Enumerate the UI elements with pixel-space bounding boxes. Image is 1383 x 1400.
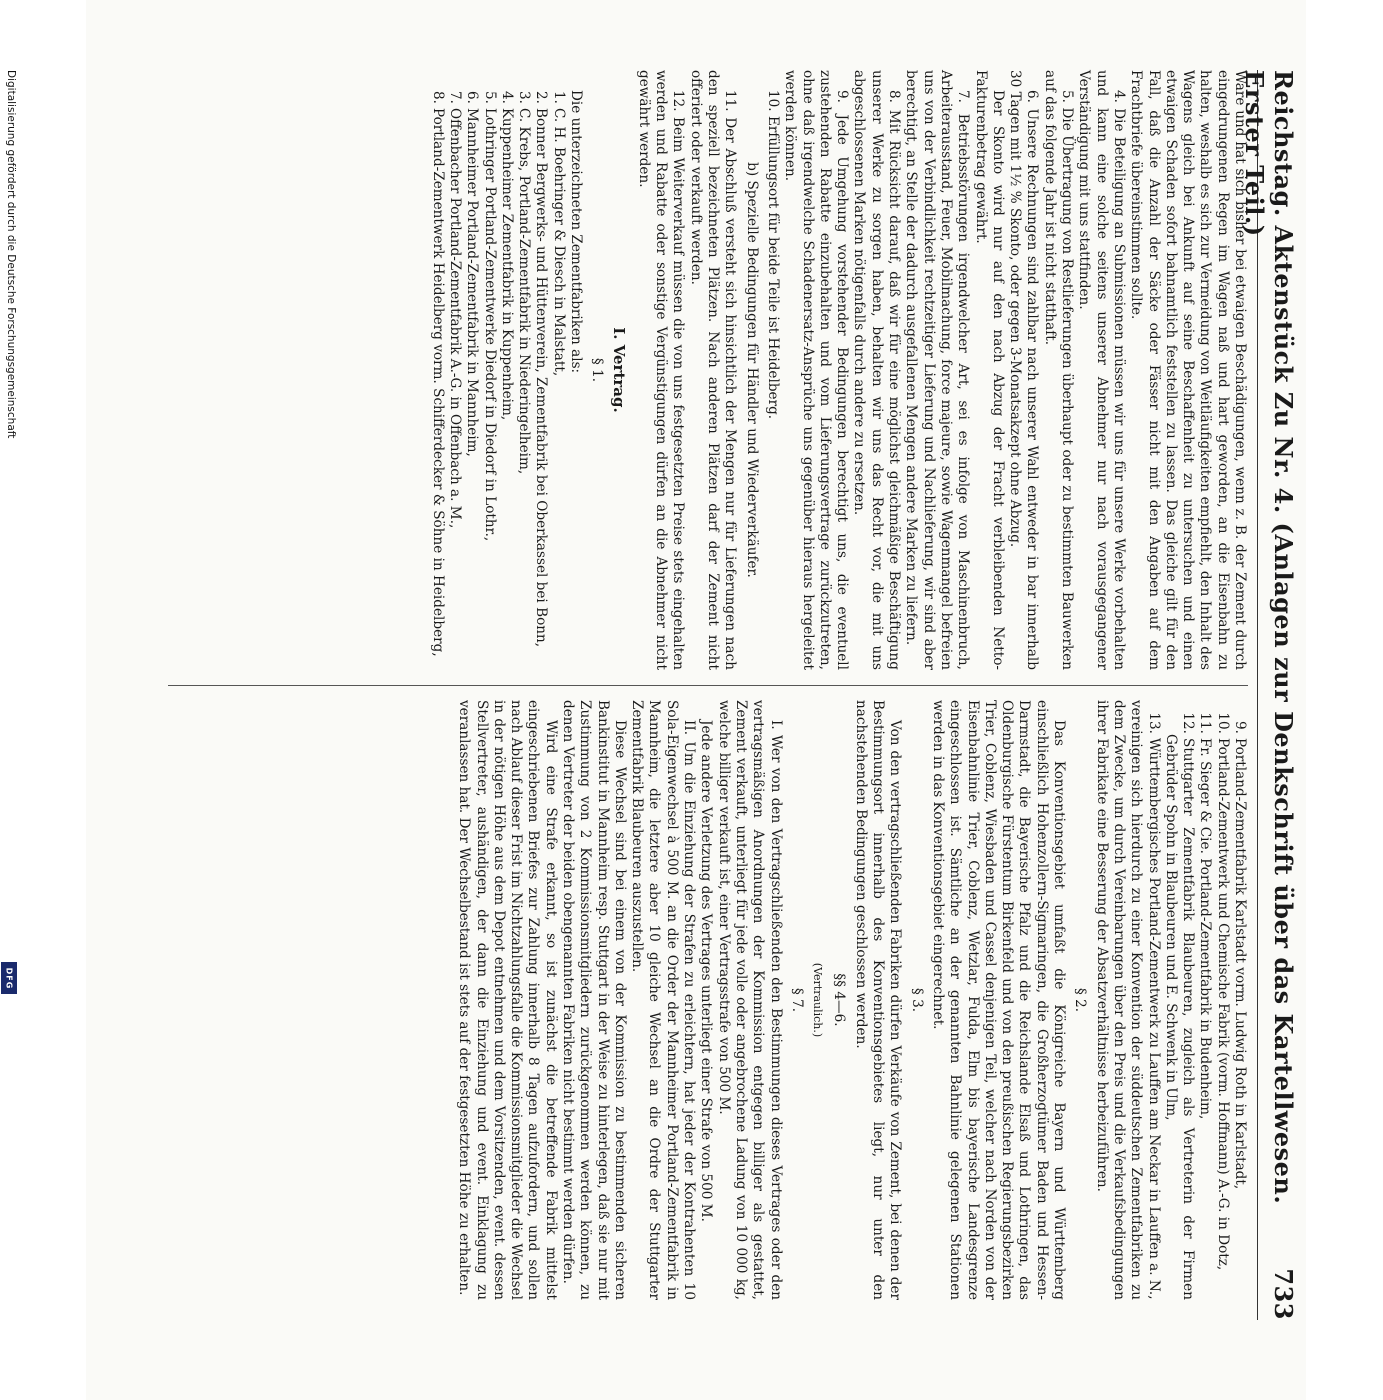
paragraph-sign: § 2. — [1072, 987, 1089, 1013]
paragraph: Diese Wechsel sind bei einem von der Kommission zu bestimmenden sicheren Bankinstitut in Mannheim resp. Stuttgart in der Weise zu hinterlegen, daß sie nur mit Zustimmung von 2 Kommissionsmitgliedern zurückgenommen werden können, zu denen Vertreter der beiden obengenannten Fabriken nicht bestimmt werden dürfen. — [560, 700, 628, 1300]
list-item-text: Portland-Zementwerk Heidelberg vorm. Schifferdecker & Söhne in Heidelberg, — [429, 108, 446, 657]
list-item-number: 9. — [1232, 721, 1248, 734]
list-item-number: 1. — [550, 91, 567, 104]
list-item-number: 10. — [1214, 712, 1231, 734]
list-item-text: Portland-Zementwerk und Chemische Fabrik (vorm. Hoffmann) A.-G. in Dotz, — [1214, 738, 1231, 1271]
list-item-text: C. Krebs, Portland-Zementfabrik in Niederingelheim, — [516, 108, 533, 475]
list-item-number: 11. — [1197, 712, 1214, 734]
paragraph: 4. Die Beteiligung an Submissionen müssen wir uns für unsere Werke vorbehalten und kann eine solche seitens unserer Abnehmer nur nach vorausgegangener Verständigung mit uns stattfinden. — [1076, 70, 1127, 670]
list-item-text: Bonner Bergwerks- und Hüttenverein, Zementfabrik bei Oberkassel bei Bonn, — [533, 108, 550, 648]
paragraph: Jede andere Verletzung des Vertrages unterliegt einer Strafe von 500 M. — [698, 720, 715, 1222]
list-item-text: C. H. Boehringer & Diesch in Malstatt, — [550, 108, 567, 377]
paragraph: Der Skonto wird nur auf den nach Abzug der Fracht verbleibenden Netto-Fakturenbetrag gewährt. — [972, 70, 1006, 670]
list-item-number: 3. — [516, 91, 533, 104]
list-item — [498, 70, 515, 670]
list-item-text: Württembergisches Portland-Zementwerk zu Lauffen am Neckar in Lauffen a. N., — [1145, 738, 1162, 1300]
paragraph: Ware und hat sich bisher bei etwaigen Beschädigungen, wenn z. B. der Zement durch eingedrungenen Regen im Wagen naß und hart geworden, an die Eisenbahn zu halten, weshalb es sich zur Vermeidung von Weitläufigkeiten empfiehlt, den Inhalt des Wagens gleich bei Ankunft auf seine Beschaffenheit zu untersuchen und einen etwaigen Schaden sofort bahnamtlich feststellen zu lassen. Das gleiche gilt für den Fall, daß die Anzahl der Säcke oder Fässer nicht mit den Angaben auf dem Frachtbriefe übereinstimmen sollte. — [1128, 70, 1248, 670]
list-item — [463, 70, 480, 670]
paragraph: I. Wer von den Vertragschließenden den Bestimmungen dieses Vertrages oder den vertragsmäßigen Anordnungen der Kommission entgegen billiger als gestattet, Zement verkauft, unterliegt für jede volle oder angebrochene Ladung von 10 000 kg, welche billiger verkauft ist, einer Vertragsstrafe von 500 M. — [715, 700, 784, 1300]
list-item-number: 6. — [464, 91, 481, 104]
rotated-document-page — [86, 0, 1306, 1400]
dfg-logo — [1, 962, 17, 994]
paragraph-sign: § 3. — [908, 987, 925, 1013]
paragraph: 12. Beim Weiterverkauf müssen die von uns festgesetzten Preise stets eingehalten werden und Rabatte oder sonstige Vergünstigungen dürfen an die Abnehmer nicht gewährt werden. — [635, 70, 687, 670]
list-item-number: 2. — [533, 91, 550, 104]
list-item — [428, 70, 445, 670]
right-column — [455, 700, 1248, 1300]
list-item-text: Lothringer Portland-Zementwerke Diedorf in Diedorf in Lothr., — [481, 108, 498, 542]
list-item-number: 4. — [498, 91, 515, 104]
list-item — [549, 70, 566, 670]
list-item-text: Kuppenheimer Zementfabrik in Kuppenheim, — [498, 108, 515, 421]
paragraph: 5. Die Übertragung von Restlieferungen überhaupt oder zu bestimmten Bauwerken auf das folgende Jahr ist nicht statthaft. — [1041, 70, 1076, 670]
list-item-number: 5. — [481, 91, 498, 104]
list-item-text: Stuttgarter Zementfabrik Blaubeuren, zugleich als Vertreterin der Firmen Gebrüder Spohn in Blaubeuren und E. Schwenk in Ulm, — [1162, 734, 1197, 1300]
paragraph-sign: §§ 4—6. — [831, 973, 848, 1027]
list-item-number: 12. — [1180, 712, 1197, 734]
list-item — [1196, 700, 1213, 1300]
list-item — [446, 70, 463, 670]
logo-text: DFG — [4, 967, 14, 989]
paragraph-sign: § 1. — [589, 357, 606, 383]
paragraph: 10. Erfüllungsort für beide Teile ist Heidelberg. — [764, 90, 781, 420]
list-item-number: 7. — [446, 91, 463, 104]
digitization-credit — [2, 70, 20, 980]
column-divider — [168, 685, 1248, 686]
section-heading-b: b) Spezielle Bedingungen für Händler und Wiederverkäufer. — [743, 162, 760, 578]
left-column — [428, 70, 1248, 670]
paragraph-sign: § 7. — [788, 987, 805, 1013]
list-item — [1231, 700, 1248, 1300]
list-item-number: 8. — [429, 91, 446, 104]
paragraph: 9. Jede Umgehung vorstehender Bedingungen berechtigt uns, die eventuell zustehenden Rabatte einzubehalten und vom Lieferungsvertrage zurückzutreten, ohne daß irgendwelche Schadenersatz-Ansprüche uns gegenüber hieraus hergeleitet werden können. — [782, 70, 851, 670]
company-list — [428, 70, 566, 670]
company-list-continued — [1144, 700, 1248, 1300]
list-item-text: Mannheimer Portland-Zementfabrik in Mannheim, — [464, 108, 481, 457]
confidential-note: (Vertraulich.) — [811, 962, 825, 1038]
list-item — [480, 70, 497, 670]
paragraph: Von den vertragschließenden Fabriken dürfen Verkäufe von Zement, bei denen der Bestimmungsort innerhalb des Konventionsgebietes liegt, nur unter den nachstehenden Bedingungen geschlossen werden. — [852, 700, 904, 1300]
page-number: 733 — [1269, 1268, 1298, 1320]
list-item-text: Fr. Sieger & Cie. Portland-Zementfabrik in Budenheim, — [1197, 738, 1214, 1120]
list-item — [1144, 700, 1161, 1300]
paragraph: II. Um die Einziehung der Strafen zu erleichtern, hat jeder der Kontrahenten 10 Sola-Eigenwechsel à 500 M. an die Order der Mannheimer Portland-Zementfabrik in Mannheim, die letztere aber 10 gleiche Wechsel an die Ordre der Stuttgarter Zementfabrik Blaubeuren auszustellen. — [629, 700, 698, 1300]
list-item-text: Portland-Zementfabrik Karlstadt vorm. Ludwig Roth in Karlstadt, — [1232, 738, 1248, 1190]
list-item — [532, 70, 549, 670]
credit-text: Digitalisierung gefördert durch die Deutsche Forschungsgemeinschaft — [5, 70, 17, 439]
list-item — [1162, 700, 1197, 1300]
paragraph: Wird eine Strafe erkannt, so ist zunächst die betreffende Fabrik mittelst eingeschriebenen Briefes zur Zahlung innerhalb 8 Tagen aufzufordern, und sollen nach Ablauf dieser Frist im Nichtzahlungsfalle die Kommissionsmitglieder die Wechsel in der nötigen Höhe aus dem Depot entnehmen und dem Vorsitzenden, event. dessen Stellvertreter, aushändigen, der dann die Einziehung und event. Einklagung zu veranlassen hat. Der Wechselbestand ist stets auf der festgesetzten Höhe zu erhalten. — [456, 700, 559, 1300]
heading-vertrag: I. Vertrag. — [609, 327, 628, 413]
paragraph: Das Konventionsgebiet umfaßt die Königreiche Bayern und Württemberg einschließlich Hohenzollern-Sigmaringen, die Großherzogtümer Baden und Hessen-Darmstadt, die Bayerische Pfalz und die Reichslande Elsaß und Lothringen, das Oldenburgische Fürstentum Birkenfeld und von den preußischen Regierungsbezirken Trier, Coblenz, Wiesbaden und Cassel denjenigen Teil, welcher nach Norden von der Eisenbahnlinie Trier, Coblenz, Wetzlar, Fulda, Elm bis bayerische Landesgrenze eingeschlossen ist. Sämtliche an der genannten Bahnlinie gelegenen Stationen werden in das Konventionsgebiet eingerechnet. — [929, 700, 1068, 1300]
list-item-number: 13. — [1145, 712, 1162, 734]
paragraph: vereinigen sich hierdurch zu einer Konvention der süddeutschen Zementfabriken zu dem Zwecke, um durch Vereinbarungen über den Preis und die Verkaufsbedingungen ihrer Fabrikate eine Besserung der Absatzverhältnisse herbeizuführen. — [1093, 700, 1145, 1300]
header-title: Reichstag. Aktenstück Zu Nr. 4. (Anlagen zur Denkschrift über das Kartellwesen. Erster Teil.) — [1240, 70, 1298, 1205]
list-item — [1213, 700, 1230, 1300]
paragraph: 7. Betriebsstörungen irgendwelcher Art, sei es infolge von Maschinenbruch, Arbeiterausstand, Feuer, Mobilmachung, force majeure, sowie Wagenmangel befreien uns von der Verbindlichkeit rechtzeitiger Lieferung und Nachlieferung, wir sind aber berechtigt, an Stelle der dadurch ausgefallenen Mengen andere Marken zu liefern. — [903, 70, 972, 670]
paragraph: 11. Der Abschluß versteht sich hinsichtlich der Mengen nur für Lieferungen nach den speziell bezeichneten Plätzen. Nach anderen Plätzen darf der Zement nicht offeriert oder verkauft werden. — [687, 70, 739, 670]
list-intro: Die unterzeichneten Zementfabriken als: — [568, 90, 585, 374]
paragraph: 8. Mit Rücksicht darauf, daß wir für eine möglichst gleichmäßige Beschäftigung unserer Werke zu sorgen haben, behalten wir uns das Recht vor, die mit uns abgeschlossenen Marken nötigenfalls durch andere zu ersetzen. — [851, 70, 903, 670]
list-item-text: Offenbacher Portland-Zementfabrik A.-G. in Offenbach a. M., — [446, 108, 463, 529]
list-item — [515, 70, 532, 670]
paragraph: 6. Unsere Rechnungen sind zahlbar nach unserer Wahl entweder in bar innerhalb 30 Tagen mit 1½ % Skonto, oder gegen 3-Monatsakzept ohne Abzug. — [1007, 70, 1041, 670]
